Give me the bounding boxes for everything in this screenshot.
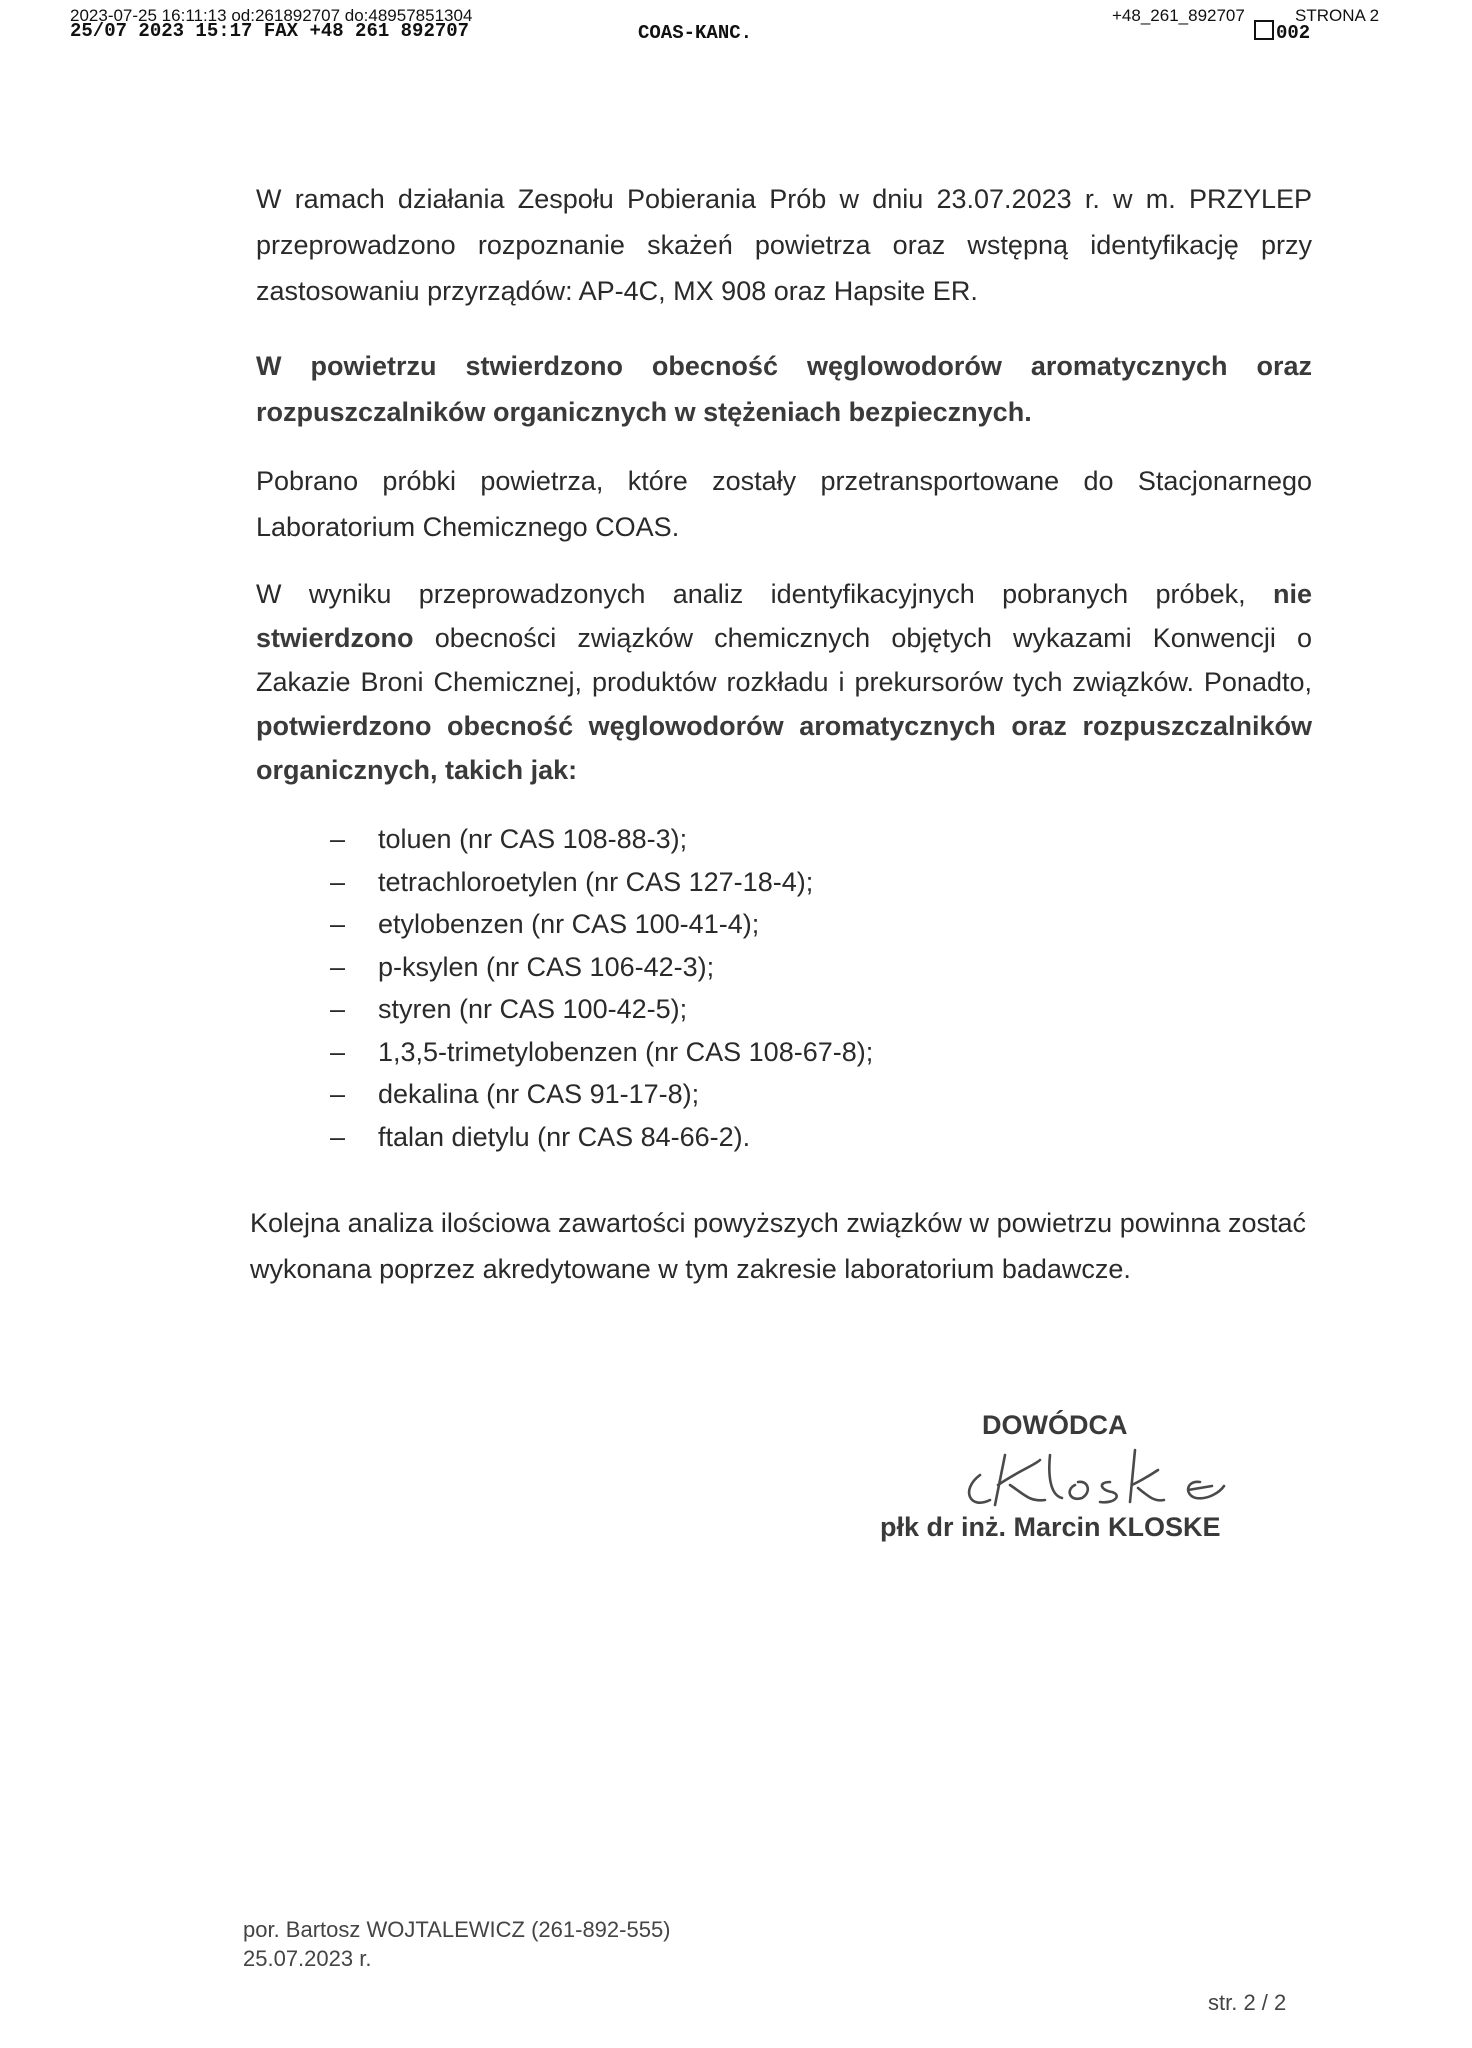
- handwritten-signature: [950, 1440, 1250, 1520]
- compound-list-item: [330, 1073, 873, 1116]
- page-number: str. 2 / 2: [1208, 1990, 1287, 2015]
- compound-list-item: [330, 946, 873, 989]
- list-dash: –: [330, 866, 346, 897]
- compound-text: etylobenzen (nr CAS 100-41-4);: [378, 909, 760, 939]
- compound-text: 1,3,5-trimetylobenzen (nr CAS 108-67-8);: [378, 1036, 874, 1067]
- compound-list-item: [330, 1031, 873, 1074]
- footer-date: 25.07.2023 r.: [243, 1946, 372, 1971]
- fax-transmission-line: 25/07 2023 15:17 FAX +48 261 892707: [70, 20, 470, 42]
- signatory-name: płk dr inż. Marcin KLOSKE: [880, 1512, 1221, 1542]
- fax-page-icon: [1254, 20, 1274, 40]
- footer-author: por. Bartosz WOJTALEWICZ (261-892-555): [243, 1917, 671, 1942]
- paragraph-next-analysis: Kolejna analiza ilościowa zawartości powyższych związków w powietrzu powinna zostać wykonana poprzez akredytowane w tym zakresie laboratorium badawcze.: [250, 1208, 1306, 1284]
- list-dash: –: [330, 1121, 346, 1152]
- fax-page-code: [1254, 20, 1310, 44]
- fax-organization: COAS-KANC.: [638, 22, 753, 44]
- compound-text: toluen (nr CAS 108-88-3);: [378, 824, 688, 854]
- compound-text: styren (nr CAS 100-42-5);: [378, 994, 688, 1024]
- list-dash: –: [330, 951, 346, 982]
- compound-text: p-ksylen (nr CAS 106-42-3);: [378, 951, 715, 982]
- signature-title: DOWÓDCA: [982, 1410, 1128, 1440]
- paragraph-samples-transport: Pobrano próbki powietrza, które zostały przetransportowane do Stacjonarnego Laboratorium Chemicznego COAS.: [256, 466, 1312, 542]
- list-dash: –: [330, 824, 346, 854]
- list-dash: –: [330, 1036, 346, 1067]
- fax-page-label: STRONA 2: [1295, 6, 1380, 25]
- list-dash: –: [330, 1079, 346, 1109]
- compound-list-item: [330, 861, 873, 904]
- analysis-confirmed: potwierdzono obecność węglowodorów aromatycznych oraz rozpuszczalników organicznych, takich jak:: [256, 711, 1312, 785]
- compound-list: [330, 818, 873, 1158]
- list-dash: –: [330, 994, 346, 1024]
- paragraph-air-findings: W powietrzu stwierdzono obecność węglowodorów aromatycznych oraz rozpuszczalników organicznych w stężeniach bezpiecznych.: [256, 351, 1312, 427]
- compound-text: tetrachloroetylen (nr CAS 127-18-4);: [378, 866, 814, 897]
- analysis-text-c: obecności związków chemicznych objętych wykazami Konwencji o Zakazie Broni Chemicznej, produktów rozkładu i prekursorów tych związków. Ponadto,: [256, 623, 1312, 697]
- fax-sender-number: +48_261_892707: [1112, 6, 1245, 25]
- compound-list-item: [330, 1116, 873, 1159]
- fax-timestamp-line: 2023-07-25 16:11:13 od:261892707 do:48957851304: [70, 6, 473, 25]
- compound-text: ftalan dietylu (nr CAS 84-66-2).: [378, 1121, 751, 1152]
- compound-list-item: [330, 818, 873, 861]
- paragraph-sampling-intro: W ramach działania Zespołu Pobierania Prób w dniu 23.07.2023 r. w m. PRZYLEP przeprowadzono rozpoznanie skażeń powietrza oraz wstępną identyfikację przy zastosowaniu przyrządów: AP-4C, MX 908 oraz Hapsite ER.: [256, 184, 1312, 306]
- fax-page-code-text: 002: [1276, 22, 1311, 44]
- paragraph-analysis-results: [256, 572, 1312, 792]
- compound-list-item: [330, 903, 873, 946]
- analysis-text-a: W wyniku przeprowadzonych analiz identyfikacyjnych pobranych próbek,: [256, 579, 1246, 609]
- list-dash: –: [330, 909, 346, 939]
- analysis-not-found: nie stwierdzono: [256, 579, 1312, 653]
- compound-list-item: [330, 988, 873, 1031]
- compound-text: dekalina (nr CAS 91-17-8);: [378, 1079, 700, 1109]
